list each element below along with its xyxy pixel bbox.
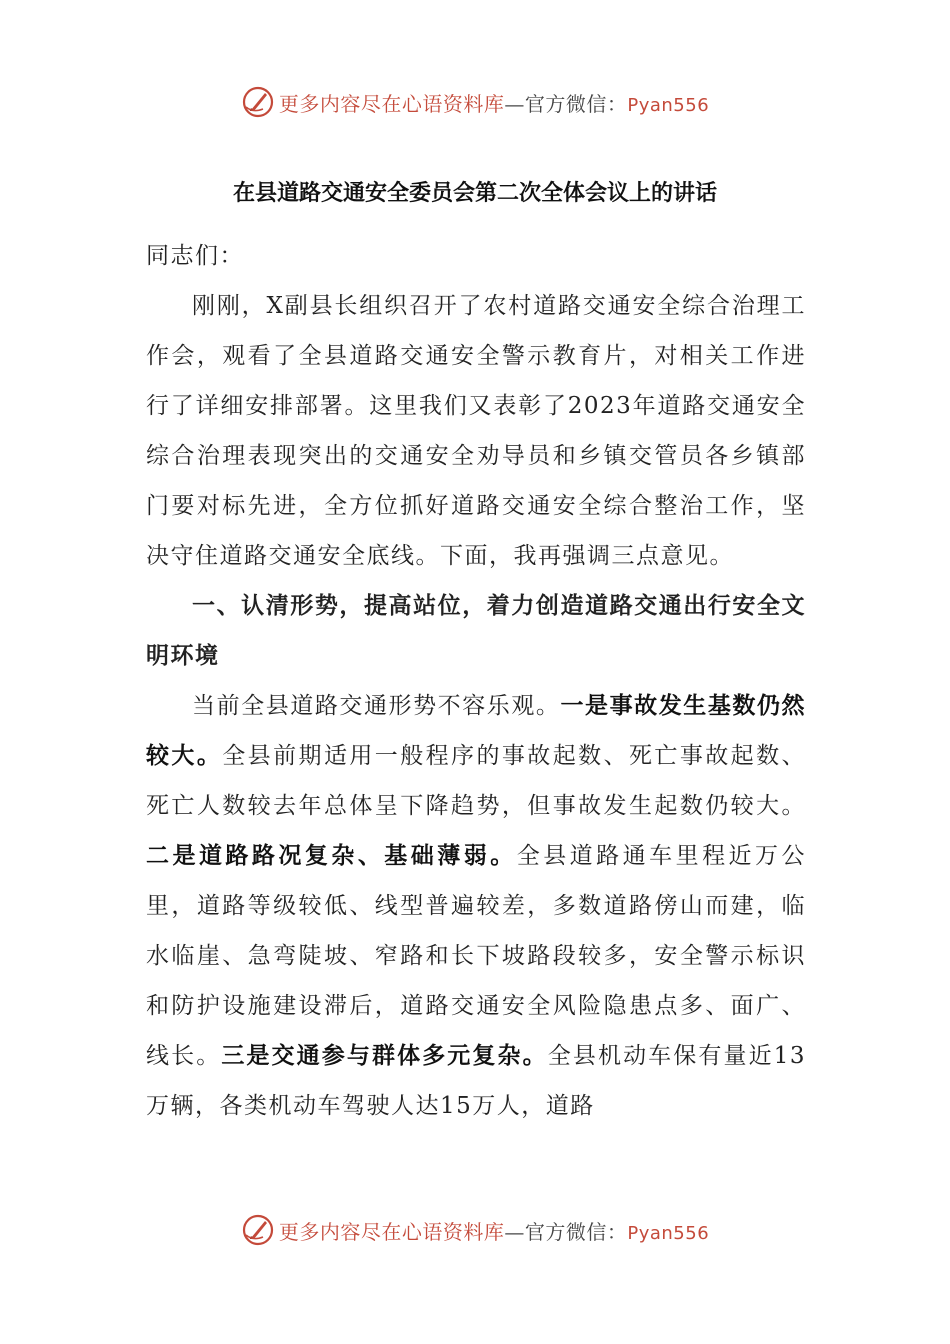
section-1-heading: 一、认清形势，提高站位，着力创造道路交通出行安全文明环境	[146, 593, 806, 669]
quill-logo-icon	[241, 85, 275, 119]
point-1-heading: 一是事故发生基数仍然较大。	[146, 693, 806, 769]
point-1-text: 全县前期适用一般程序的事故起数、死亡事故起数、死亡人数较去年总体呈下降趋势，但事故发生起数仍较大。	[146, 743, 807, 819]
watermark-text: 更多内容尽在心语资料库—官方微信：Pyan556	[278, 1219, 710, 1244]
document-body	[146, 231, 806, 1131]
point-2-heading: 二是道路路况复杂、基础薄弱。	[146, 843, 517, 869]
watermark-text: 更多内容尽在心语资料库—官方微信：Pyan556	[278, 91, 710, 116]
footer-watermark-banner	[0, 1210, 950, 1250]
section-1-lead: 当前全县道路交通形势不容乐观。	[192, 693, 561, 719]
quill-logo-icon	[241, 1213, 275, 1247]
point-3-text: 全县机动车保有量近13万辆，各类机动车驾驶人达15万人，道路	[146, 1043, 806, 1119]
salutation: 同志们：	[146, 243, 244, 269]
intro-paragraph: 刚刚，X副县长组织召开了农村道路交通安全综合治理工作会，观看了全县道路交通安全警示教育片，对相关工作进行了详细安排部署。这里我们又表彰了2023年道路交通安全综合治理表现突出的交通安全劝导员和乡镇交管员各乡镇部门要对标先进，全方位抓好道路交通安全综合整治工作，坚决守住道路交通安全底线。下面，我再强调三点意见。	[146, 293, 806, 569]
header-watermark-banner	[0, 82, 950, 122]
document-title: 在县道路交通安全委员会第二次全体会议上的讲话	[232, 181, 717, 206]
point-2-text: 全县道路通车里程近万公里，道路等级较低、线型普遍较差，多数道路傍山而建，临水临崖、急弯陡坡、窄路和长下坡路段较多，安全警示标识和防护设施建设滞后，道路交通安全风险隐患点多、面广、线长。	[146, 843, 807, 1069]
point-3-heading: 三是交通参与群体多元复杂。	[221, 1043, 548, 1069]
section-1-paragraph	[146, 681, 806, 1131]
